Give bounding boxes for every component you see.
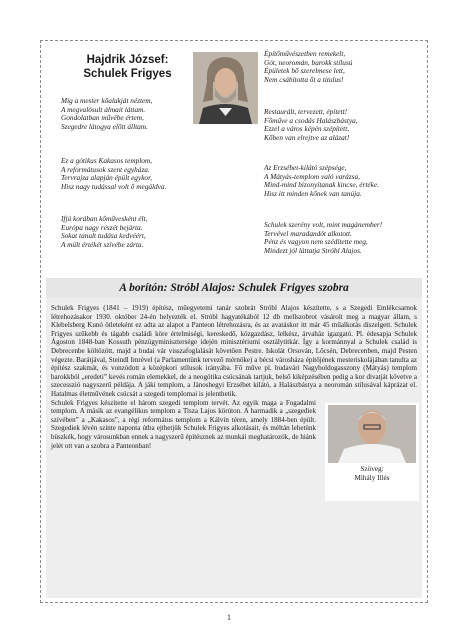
article-paragraph-closing: Schulek Frigyes készítette el három szegedi templom tervét. Az egyik maga a Fogadalmi templom. A másik az evangélikus templom a Tisza Lajos körúton. A harmadik a „szegediek szívében” a „Kakasos”, a régi református templom a Kálvin téren, amely 1884-ben épült. Szegediek lévén szinte naponta útba ejthetjük Schulek Frigyes alkotásait, és méltán lehetünk büszkék, hogy városunkban ennek a nagyszerű építésznek az munkái meghatározók, de hiánk jelét ott van a szobra a Panteonban!: [51, 398, 316, 450]
article-wrap-area: [51, 398, 417, 482]
poem-stanza-right-1: Építőművészetben remekelt, Gót, neoromán, barokk stílusú Épületek bő szerelmese lett, Nem csábította őt a titulus!: [264, 49, 353, 85]
photo-caption: [325, 465, 419, 483]
author-name: Hajdrik József:: [86, 54, 169, 66]
caption-author: Mihály Illés: [354, 473, 390, 482]
author-photo: [328, 405, 416, 463]
poem-stanza-right-2: Restaurált, tervezett, épített! Főműve a csodás Halászbástya, Ezzel a város képén szépített, Kőben van elrejtve az alázat!: [264, 107, 358, 143]
poem-title: Schulek Frigyes: [83, 68, 172, 80]
article-paragraph-main: Schulek Frigyes (1841 – 1919) építész, műegyetemi tanár szobrát Stróbl Alajos készítette, s a Szegedi Emlékcsarnok létrehozásakor 1930. október 24-én helyezték el. Stróbl hagyatékából 12 db mellszobrot vásárolt meg a magyar állam, s Klebelsberg Kunó ötleteként ez adta az alapot a Panteon létrehozásra, és az avatáskor itt már 45 műalkotás díszelgett. Schulek Frigyes szűkebb és tágabb családi köre értelmiségi, kereskedő, közgazdász, lelkész, árvaház igazgató. Pl. édesapja Schulek Ágoston 1848-ban Kossuth pénzügyminisztersége idején minisztériumi osztálytitkár. Így a kormánnyal a Schulek család is Debrecenbe költözött, majd a budai vár visszafoglalását követően Pestre. Iskolát Orsován, Lőcsén, Debrecenben, majd Pesten végezte. Barátjával, Steindl Imrével (a Parlamentünk tervező mérnöke) a bécsi városháza építőjének mesteriskolájában tanulta az építész szakmát, és vonzódott a középkori stílusok irányába. Fő műve pl. budavári Nagyboldogasszony (Mátyás) templom barokkból „eredeti” kevés román elemekkel, de a neogótika csúcsának tartjuk, belső kiképzésében pedig a kor divatját követve a szecesszió nagyszerű példája. A jáki templom, a Jánoshegyi Erzsébet kilátó, a Halászbástya a neoromán stílusával káprázat el. Hatalmas életművének csúcsát a szegedi templomai is jelenthetik.: [51, 304, 417, 398]
page-number: 1: [227, 613, 231, 622]
article-title: A borítón: Stróbl Alajos: Schulek Frigyes szobra: [46, 278, 422, 298]
article-body: [46, 298, 422, 598]
poem-stanza-left-2: Ez a gótikus Kakasos templom, A reformátusok szent egyháza. Tervrajza alapján épült egykor, Hisz nagy tudással volt ő megáldva.: [61, 156, 167, 192]
author-photo-box: [325, 403, 419, 501]
poem-section: [50, 47, 420, 275]
poem-heading: [70, 53, 185, 81]
poem-stanza-left-3: Ifjú korában kőművesként élt, Európa nagy részét bejárta. Sokat tanult tudása kedvéért, A múlt értékét szívébe zárta.: [61, 214, 148, 250]
author-portrait: [193, 52, 258, 124]
caption-label: Szöveg:: [360, 464, 384, 473]
poem-stanza-left-1: Míg a mester kőalakját néztem, A megvalósult álmait láttam. Gondolatban művébe értem, Szegedre látogya előtt álltam.: [61, 96, 153, 132]
poem-stanza-right-3: Az Erzsébet-kilátó szépsége, A Mátyás-templom való varázsa, Mind-mind bizonyítanak kincse, értéke. Hisz itt minden kőnek van tanúja.: [264, 163, 379, 199]
poem-stanza-right-4: Schulek szerény volt, mint magánember! Tervével maradandót alkotott. Pénz és vagyon nem szédítette meg, Mindezt jól láttatja Stróbl Alajos.: [264, 220, 383, 256]
